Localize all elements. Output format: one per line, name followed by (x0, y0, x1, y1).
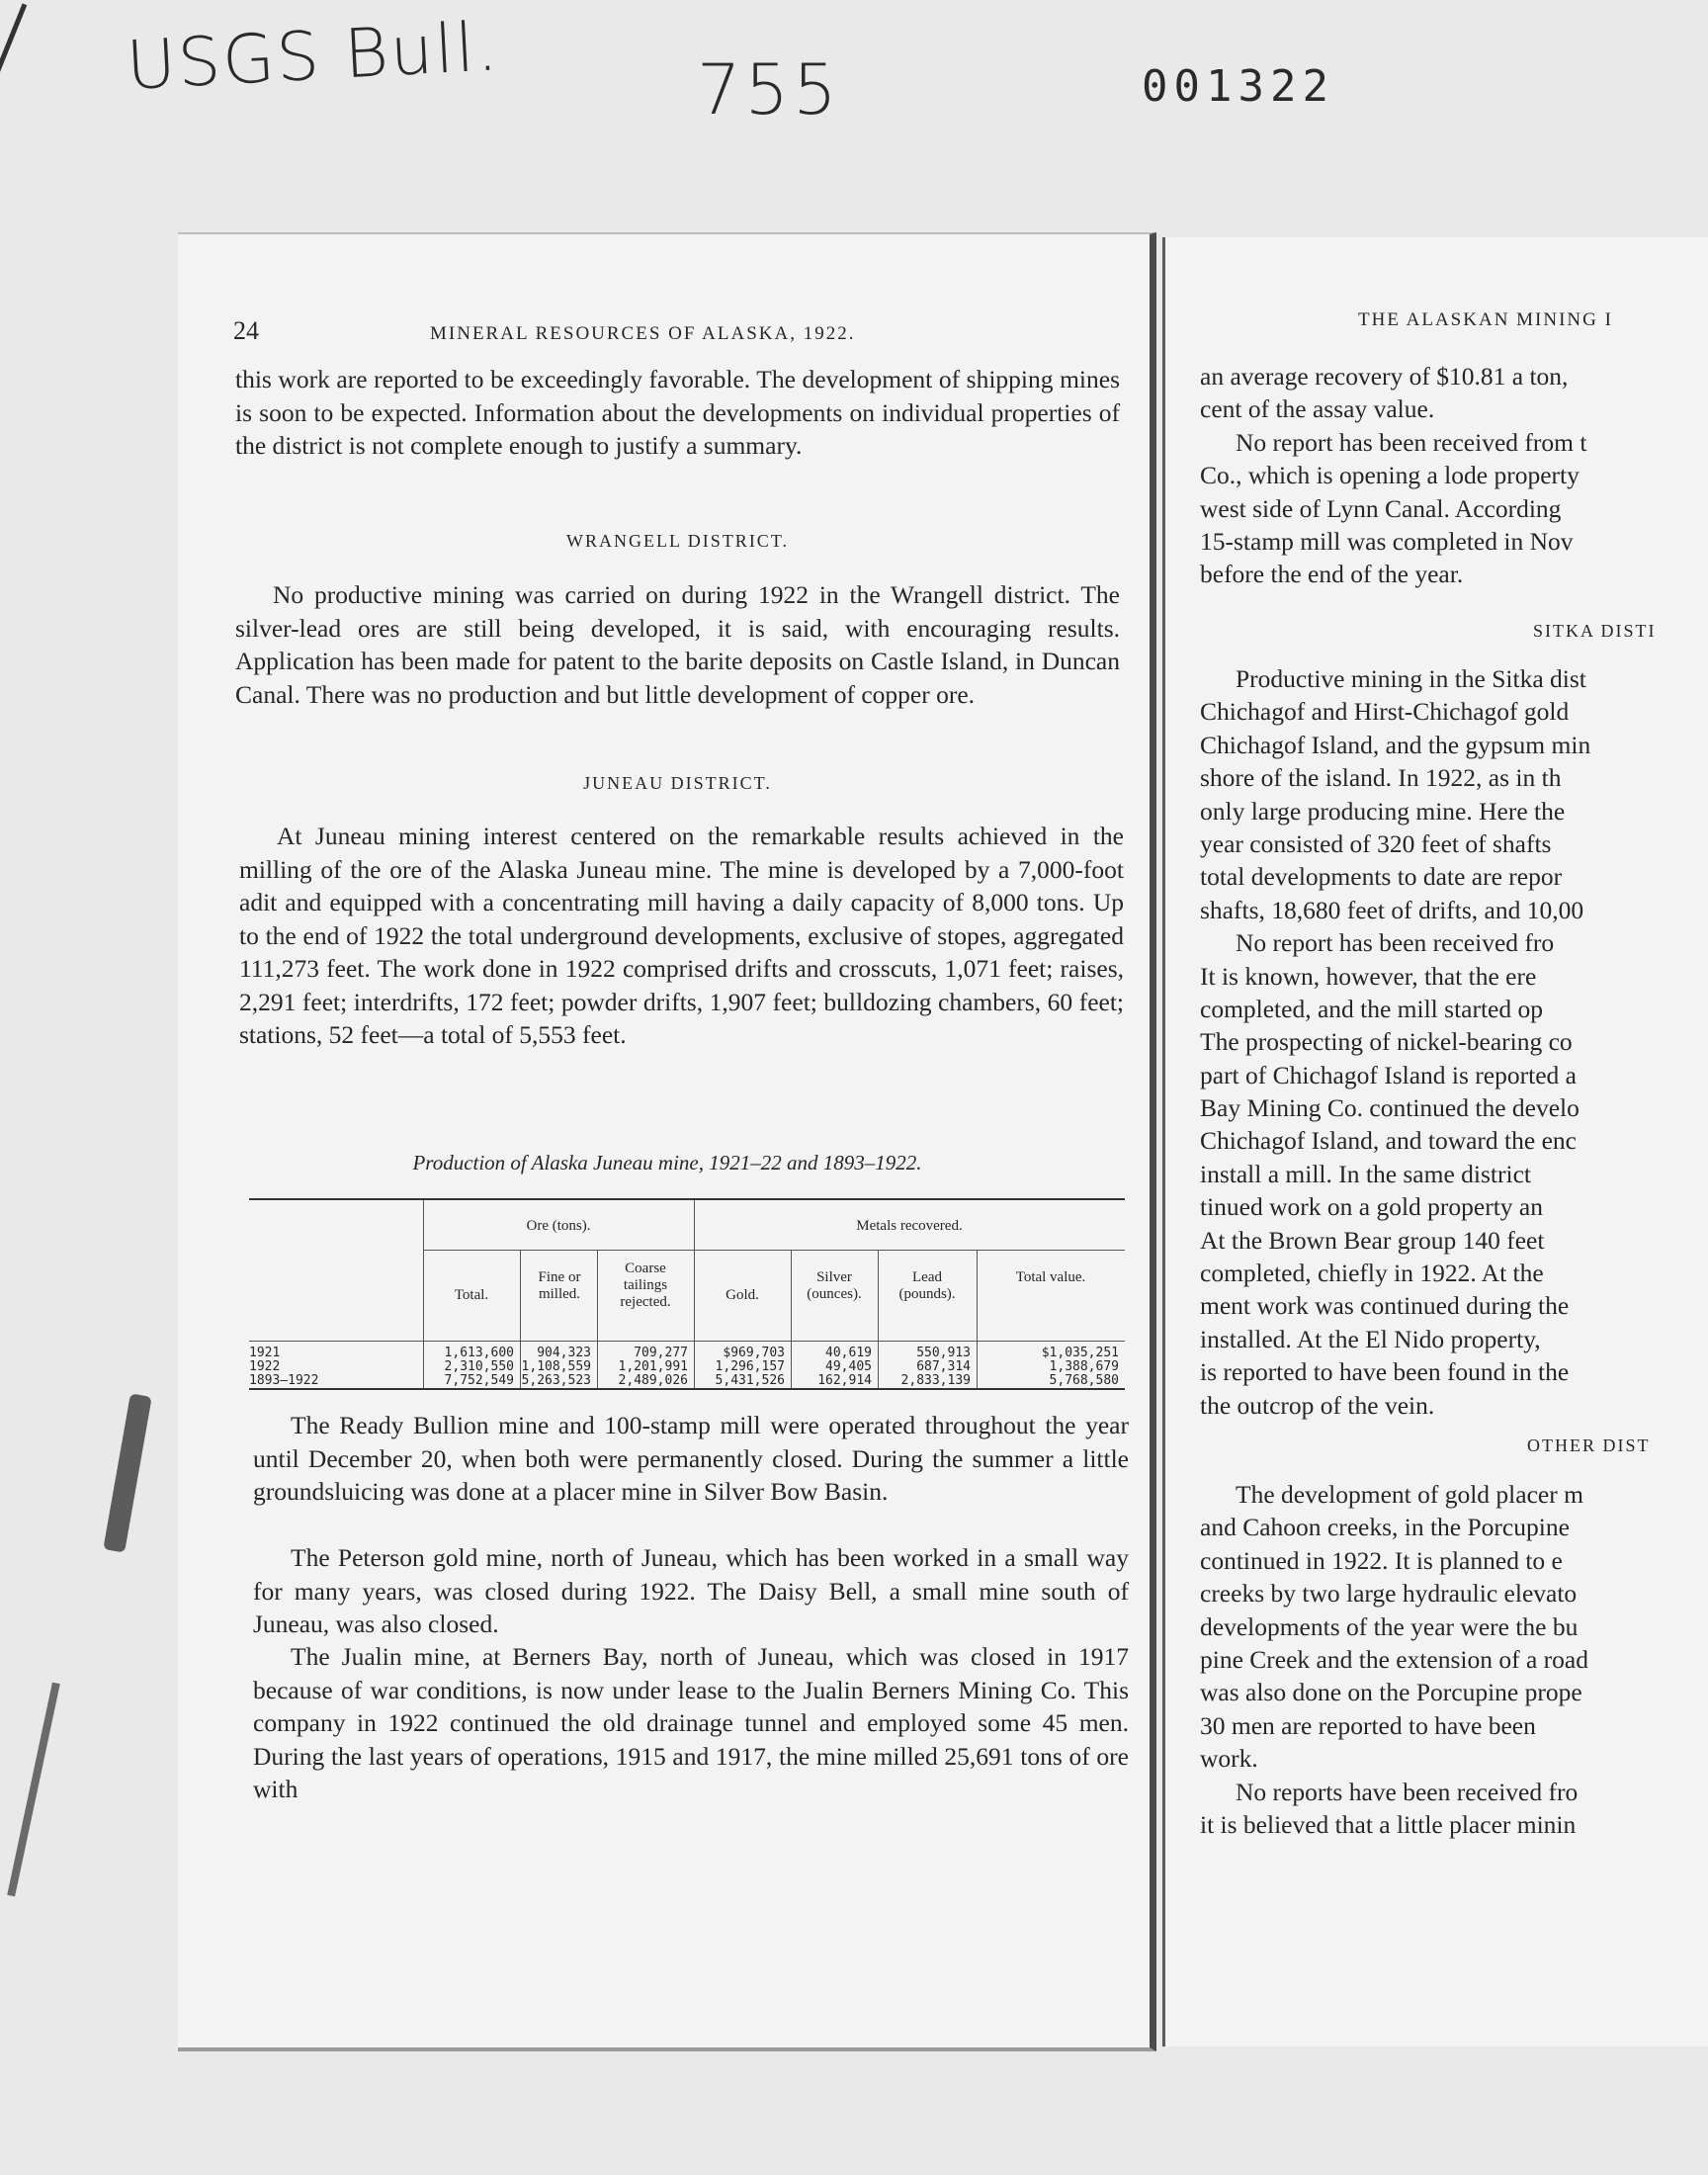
text-line: shore of the island. In 1922, as in th (1200, 763, 1562, 793)
table-cell: 162,914 (817, 1373, 872, 1388)
running-head: THE ALASKAN MINING I (1358, 309, 1613, 330)
left-page (178, 232, 1156, 2051)
column-header: Lead (pounds). (898, 1269, 956, 1302)
scan-smudge-mark (103, 1393, 151, 1552)
page-number: 24 (233, 316, 259, 345)
table-cell: $969,703 (723, 1346, 785, 1360)
handwritten-note-usgs: USGS Bull. (125, 8, 502, 106)
text-line: Chichagof and Hirst-Chichagof gold (1200, 697, 1570, 727)
handwritten-note-number: 755 (697, 49, 841, 130)
section-heading-sitka: SITKA DISTI (1533, 621, 1657, 641)
right-text-block-3 (1200, 1478, 1708, 1841)
text-line: creeks by two large hydraulic elevato (1200, 1579, 1578, 1609)
column-group-metals: Metals recovered. (856, 1218, 963, 1234)
text-line: No reports have been received fro (1236, 1777, 1579, 1806)
column-header: Silver (ounces). (807, 1269, 862, 1302)
column-group-ore: Ore (tons). (526, 1218, 591, 1234)
paragraph-text: At Juneau mining interest centered on the remarkable results achieved in the milling of the ore of the Alaska Juneau mine. The mine is developed by a 7,000-foot adit and equipped with a concentrating mill having a daily capacity of 8,000 tons. Up to the end of 1922 the total underground developments, exclusive of stopes, aggregated 111,273 feet. The work done in 1922 comprised drifts and crosscuts, 1,071 feet; raises, 2,291 feet; interdrifts, 172 feet; powder drifts, 1,907 feet; bulldozing chambers, 60 feet; stations, 52 feet—a total of 5,553 feet. (239, 822, 1124, 1049)
text-line: total developments to date are repor (1200, 862, 1563, 892)
text-line: continued in 1922. It is planned to e (1200, 1545, 1563, 1575)
table-cell: 5,431,526 (715, 1373, 785, 1388)
text-line: it is believed that a little placer minin (1200, 1809, 1577, 1839)
text-line: work. (1200, 1744, 1258, 1774)
table-cell: 2,833,139 (900, 1373, 971, 1388)
text-line: Productive mining in the Sitka dist (1236, 664, 1586, 693)
table-cell: 5,768,580 (1049, 1373, 1119, 1388)
ready-bullion-paragraph (253, 1409, 1129, 1509)
text-line: At the Brown Bear group 140 feet (1200, 1225, 1545, 1255)
column-header: Total. (454, 1287, 489, 1303)
right-text-block-2 (1200, 662, 1708, 1422)
text-line: cent of the assay value. (1200, 394, 1435, 424)
table-cell: 1,296,157 (715, 1359, 785, 1374)
table-row-label: 1921 (249, 1346, 281, 1360)
text-line: is reported to have been found in the (1200, 1357, 1570, 1387)
column-header: Gold. (726, 1287, 759, 1303)
section-heading-wrangell: WRANGELL DISTRICT. (566, 531, 789, 551)
table-cell: 904,323 (537, 1346, 591, 1360)
table-cell: $1,035,251 (1041, 1346, 1119, 1360)
table-cell: 49,405 (825, 1359, 872, 1374)
text-line: Chichagof Island, and the gypsum min (1200, 730, 1591, 759)
text-line: before the end of the year. (1200, 560, 1464, 589)
juneau-paragraph (239, 820, 1124, 1052)
table-caption: Production of Alaska Juneau mine, 1921–22 and 1893–1922. (412, 1151, 922, 1174)
table-cell: 5,263,523 (521, 1373, 591, 1388)
table-cell: 1,388,679 (1049, 1359, 1119, 1374)
text-line: ment work was continued during the (1200, 1291, 1570, 1321)
text-line: an average recovery of $10.81 a ton, (1200, 362, 1569, 391)
table-cell: 2,489,026 (618, 1373, 688, 1388)
table-cell: 7,752,549 (444, 1373, 514, 1388)
text-line: developments of the year were the bu (1200, 1611, 1579, 1641)
table-cell: 40,619 (825, 1346, 872, 1360)
right-page (1162, 237, 1708, 2046)
text-line: pine Creek and the extension of a road (1200, 1644, 1588, 1674)
text-line: 30 men are reported to have been (1200, 1710, 1536, 1740)
table-row-label: 1893–1922 (249, 1373, 319, 1388)
paragraph-text: The Jualin mine, at Berners Bay, north of Juneau, which was closed in 1917 because of war conditions, is now under lease to the Jualin Berners Mining Co. This company in 1922 continued the old drainage tunnel and employed some 45 men. During the last years of operations, 1915 and 1917, the mine milled 25,691 tons of ore with (253, 1642, 1129, 1803)
paragraph-text: this work are reported to be exceedingly favorable. The development of shipping mines is soon to be expected. Information about the developments on individual properties of the district is not complete enough to justify a summary. (235, 365, 1120, 460)
table-cell: 2,310,550 (444, 1359, 514, 1374)
jualin-paragraph (253, 1640, 1129, 1806)
text-line: completed, and the mill started op (1200, 994, 1543, 1023)
text-line: the outcrop of the vein. (1200, 1390, 1435, 1420)
scan-edge-mark (7, 1683, 60, 1897)
text-line: part of Chichagof Island is reported a (1200, 1060, 1577, 1089)
text-line: shafts, 18,680 feet of drifts, and 10,00 (1200, 895, 1584, 924)
running-head: MINERAL RESOURCES OF ALASKA, 1922. (430, 323, 856, 344)
table-cell: 1,201,991 (618, 1359, 688, 1374)
table-cell: 709,277 (634, 1346, 688, 1360)
table-cell: 550,913 (916, 1346, 971, 1360)
text-line: install a mill. In the same district (1200, 1159, 1531, 1188)
text-line: and Cahoon creeks, in the Porcupine (1200, 1513, 1570, 1542)
text-line: No report has been received from t (1236, 427, 1587, 457)
table-cell: 1,613,600 (444, 1346, 514, 1360)
text-line: The prospecting of nickel-bearing co (1200, 1027, 1573, 1057)
text-line: Co., which is opening a lode property (1200, 461, 1580, 490)
stamped-document-number: 001322 (1142, 61, 1334, 112)
text-line: The development of gold placer m (1236, 1480, 1583, 1509)
text-line: tinued work on a gold property an (1200, 1192, 1544, 1222)
column-header: Total value. (1015, 1269, 1086, 1285)
text-line: year consisted of 320 feet of shafts (1200, 828, 1552, 858)
column-header: Fine or milled. (538, 1269, 581, 1302)
handwritten-slash-mark (0, 3, 27, 115)
text-line: only large producing mine. Here the (1200, 796, 1566, 826)
wrangell-paragraph (235, 578, 1120, 711)
section-heading-juneau: JUNEAU DISTRICT. (583, 773, 772, 793)
text-line: 15-stamp mill was completed in Nov (1200, 526, 1574, 556)
text-line: installed. At the El Nido property, (1200, 1324, 1541, 1353)
text-line: It is known, however, that the ere (1200, 961, 1537, 991)
right-text-block-1 (1200, 360, 1708, 591)
text-line: west side of Lynn Canal. According (1200, 493, 1562, 523)
column-header: Coarse tailings rejected. (620, 1261, 671, 1310)
table-cell: 687,314 (916, 1359, 971, 1374)
text-line: Chichagof Island, and toward the enc (1200, 1126, 1577, 1156)
paragraph-text: The Peterson gold mine, north of Juneau, which has been worked in a small way for many years, was closed during 1922. The Daisy Bell, a small mine south of Juneau, was also closed. (253, 1543, 1129, 1638)
paragraph-text: The Ready Bullion mine and 100-stamp mill were operated throughout the year until December 20, when both were permanently closed. During the summer a little groundsluicing was done at a placer mine in Silver Bow Basin. (253, 1411, 1129, 1506)
text-line: was also done on the Porcupine prope (1200, 1678, 1582, 1707)
text-line: No report has been received fro (1236, 928, 1555, 958)
intro-paragraph (235, 363, 1120, 463)
paragraph-text: No productive mining was carried on during 1922 in the Wrangell district. The silver-lead ores are still being developed, it is said, with encouraging results. Application has been made for patent to the barite deposits on Castle Island, in Duncan Canal. There was no production and but little development of copper ore. (235, 580, 1120, 709)
table-row-label: 1922 (249, 1359, 281, 1374)
production-table (249, 1198, 1125, 1390)
text-line: Bay Mining Co. continued the develo (1200, 1093, 1580, 1123)
table-cell: 1,108,559 (521, 1359, 591, 1374)
text-line: completed, chiefly in 1922. At the (1200, 1259, 1544, 1288)
section-heading-other: OTHER DIST (1527, 1436, 1651, 1455)
peterson-paragraph (253, 1541, 1129, 1641)
